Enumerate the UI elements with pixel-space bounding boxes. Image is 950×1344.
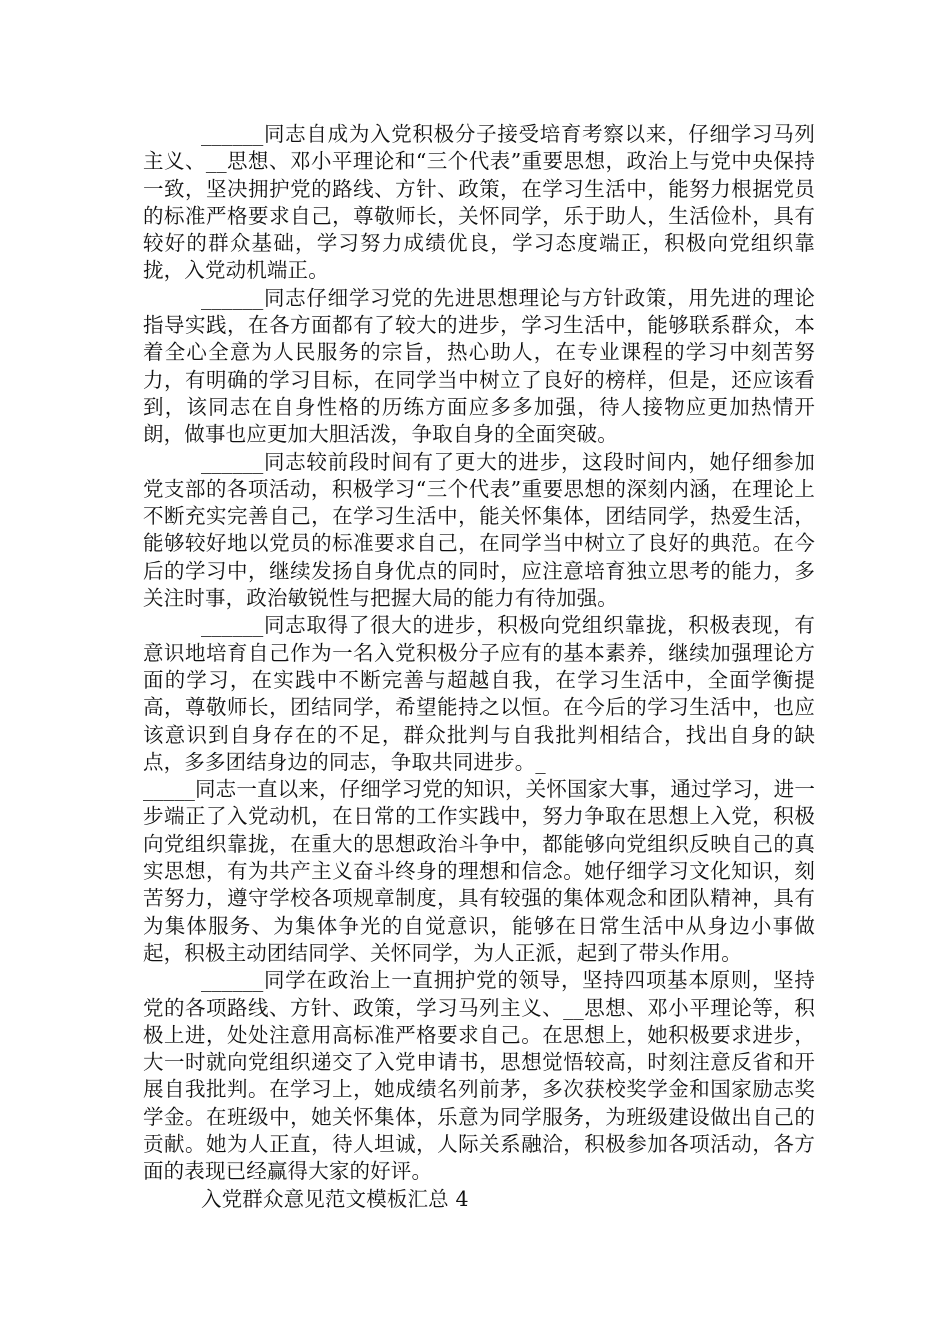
paragraph-2: ______同志仔细学习党的先进思想理论与方针政策，用先进的理论指导实践，在各方面都有了较大的进步，学习生活中，能够联系群众，本着全心全意为人民服务的宗旨，热心助人，在专业课程的学习中刻苦努力，有明确的学习目标，在同学当中树立了良好的榜样，但是，还应该看到，该同志在自身性格的历练方面应多多加强，待人接物应更加热情开朗，做事也应更加大胆活泼，争取自身的全面突破。	[143, 285, 815, 447]
document-page	[143, 121, 815, 1213]
paragraph-6: ______同学在政治上一直拥护党的领导，坚持四项基本原则，坚持党的各项路线、方针、政策，学习马列主义、__思想、邓小平理论等，积极上进，处处注意用高标准严格要求自己。在思想上，她积极要求进步，大一时就向党组织递交了入党申请书，思想觉悟较高，时刻注意反省和开展自我批判。在学习上，她成绩名列前茅，多次获校奖学金和国家励志奖学金。在班级中，她关怀集体，乐意为同学服务，为班级建设做出自己的贡献。她为人正直，待人坦诚，人际关系融洽，积极参加各项活动，各方面的表现已经赢得大家的好评。	[143, 968, 815, 1184]
paragraph-3: ______同志较前段时间有了更大的进步，这段时间内，她仔细参加党支部的各项活动，积极学习“三个代表”重要思想的深刻内涵，在理论上不断充实完善自己，在学习生活中，能关怀集体，团结同学，热爱生活，能够较好地以党员的标准要求自己，在同学当中树立了良好的典范。在今后的学习中，继续发扬自身优点的同时，应注意培育独立思考的能力，多关注时事，政治敏锐性与把握大局的能力有待加强。	[143, 449, 815, 611]
paragraph-5: _____同志一直以来，仔细学习党的知识，关怀国家大事，通过学习，进一步端正了入党动机，在日常的工作实践中，努力争取在思想上入党，积极向党组织靠拢，在重大的思想政治斗争中，都能够向党组织反映自己的真实思想，有为共产主义奋斗终身的理想和信念。她仔细学习文化知识，刻苦努力，遵守学校各项规章制度，具有较强的集体观念和团队精神，具有为集体服务、为集体争光的自觉意识，能够在日常生活中从身边小事做起，积极主动团结同学、关怀同学，为人正派，起到了带头作用。	[143, 777, 815, 965]
paragraph-1: ______同志自成为入党积极分子接受培育考察以来，仔细学习马列主义、__思想、邓小平理论和“三个代表”重要思想，政治上与党中央保持一致，坚决拥护党的路线、方针、政策，在学习生活中，能努力根据党员的标准严格要求自己，尊敬师长，关怀同学，乐于助人，生活俭朴，具有较好的群众基础，学习努力成绩优良，学习态度端正，积极向党组织靠拢，入党动机端正。	[143, 122, 815, 283]
paragraph-4: ______同志取得了很大的进步，积极向党组织靠拢，积极表现，有意识地培育自己作为一名入党积极分子应有的基本素养，继续加强理论方面的学习，在实践中不断完善与超越自我，在学习生活中，全面学衡提高，尊敬师长，团结同学，希望能持之以恒。在今后的学习生活中，也应该意识到自身存在的不足，群众批判与自我批判相结合，找出自身的缺点，多多团结身边的同志，争取共同进步。_	[143, 613, 815, 774]
section-title: 入党群众意见范文模板汇总 4	[201, 1186, 469, 1211]
